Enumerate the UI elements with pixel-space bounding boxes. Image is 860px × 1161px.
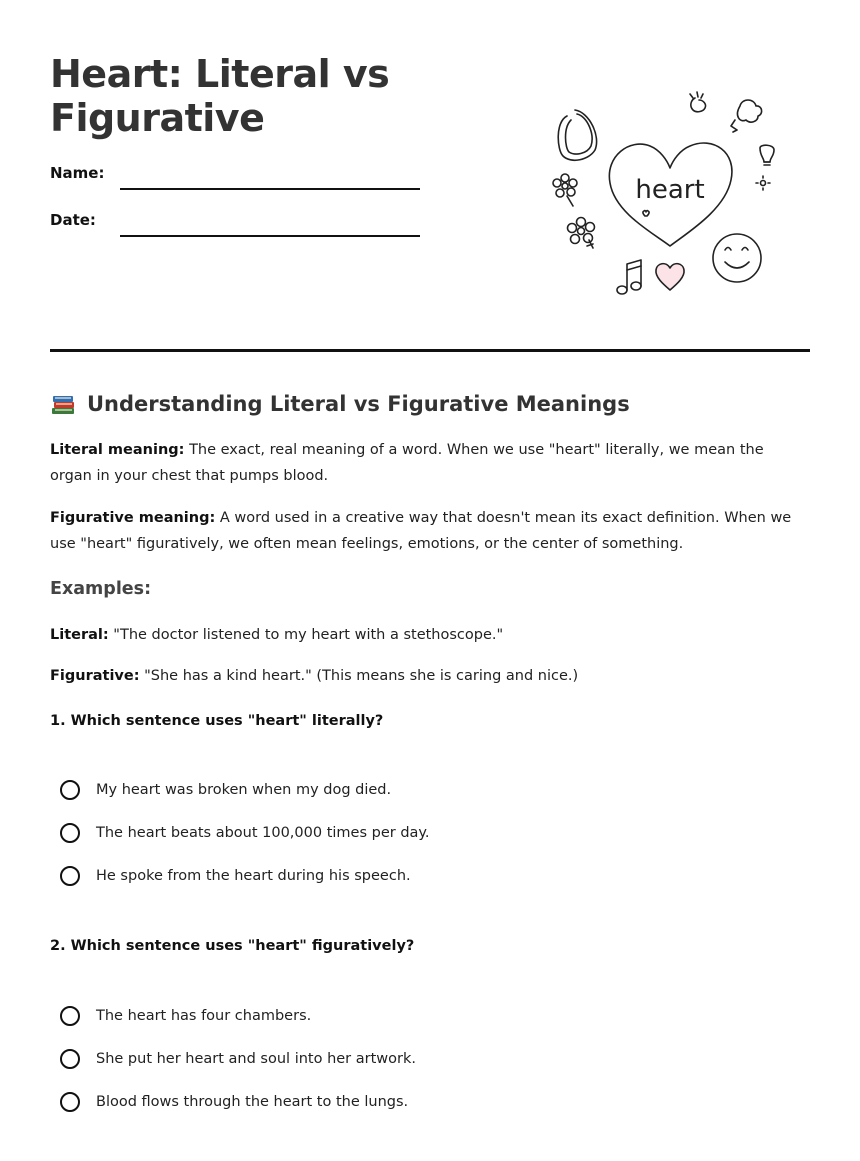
- examples-heading: Examples:: [50, 579, 152, 599]
- stethoscope-icon: [558, 110, 596, 160]
- figurative-example: [50, 664, 800, 690]
- name-line[interactable]: [120, 188, 420, 190]
- question-2-option-3[interactable]: [60, 1089, 408, 1115]
- page-title: Heart: Literal vs Figurative: [50, 52, 390, 140]
- literal-definition: [50, 438, 800, 489]
- literal-definition-text: The exact, real meaning of a word. When we use "heart" literally, we mean the organ in your chest that pumps blood.: [50, 442, 764, 484]
- bulb-icon: [756, 145, 774, 190]
- radio-button[interactable]: [60, 1092, 80, 1112]
- figurative-example-label: Figurative:: [50, 668, 140, 684]
- question-1-option-1[interactable]: [60, 777, 391, 803]
- question-1: 1. Which sentence uses "heart" literally?: [50, 713, 384, 729]
- section-heading: [50, 390, 630, 418]
- date-label: Date:: [50, 211, 96, 229]
- question-2-option-1[interactable]: [60, 1003, 311, 1029]
- date-line[interactable]: [120, 235, 420, 237]
- question-1-option-3[interactable]: [60, 863, 411, 889]
- question-2: 2. Which sentence uses "heart" figuratively?: [50, 938, 415, 954]
- literal-example: [50, 623, 800, 649]
- option-text: Blood flows through the heart to the lungs.: [96, 1094, 409, 1110]
- option-text: She put her heart and soul into her artwork.: [96, 1051, 416, 1067]
- smiley-face-icon: [713, 234, 761, 282]
- radio-button[interactable]: [60, 1006, 80, 1026]
- flower-icon: [553, 174, 577, 206]
- pink-heart-icon: [656, 264, 684, 290]
- date-field[interactable]: [50, 211, 420, 237]
- lightbulb-icon: [731, 100, 762, 132]
- option-text: The heart beats about 100,000 times per day.: [96, 825, 430, 841]
- literal-example-label: Literal:: [50, 627, 109, 643]
- option-text: The heart has four chambers.: [96, 1008, 312, 1024]
- figurative-definition: [50, 506, 800, 557]
- radio-button[interactable]: [60, 823, 80, 843]
- question-2-option-2[interactable]: [60, 1046, 416, 1072]
- figurative-example-text: "She has a kind heart." (This means she is caring and nice.): [144, 668, 579, 684]
- radio-button[interactable]: [60, 866, 80, 886]
- section-heading-text: Understanding Literal vs Figurative Meanings: [87, 392, 630, 416]
- flower-icon: [568, 218, 595, 249]
- literal-example-text: "The doctor listened to my heart with a stethoscope.": [113, 627, 504, 643]
- leaf-icon: [690, 92, 706, 112]
- figurative-definition-text: A word used in a creative way that doesn't mean its exact definition. When we use "heart" figuratively, we often mean feelings, emotions, or the center of something.: [50, 510, 792, 552]
- question-1-option-2[interactable]: [60, 820, 430, 846]
- figurative-term: Figurative meaning:: [50, 510, 216, 526]
- music-note-icon: [617, 260, 641, 294]
- option-text: My heart was broken when my dog died.: [96, 782, 392, 798]
- literal-term: Literal meaning:: [50, 442, 185, 458]
- option-text: He spoke from the heart during his speech.: [96, 868, 411, 884]
- small-heart-icon: [643, 211, 649, 216]
- books-icon: [50, 391, 76, 417]
- heart-word: heart: [635, 175, 705, 205]
- section-divider: [50, 349, 810, 352]
- heart-doodle-illustration: [545, 88, 775, 303]
- name-label: Name:: [50, 164, 105, 182]
- radio-button[interactable]: [60, 780, 80, 800]
- name-field[interactable]: [50, 164, 420, 190]
- radio-button[interactable]: [60, 1049, 80, 1069]
